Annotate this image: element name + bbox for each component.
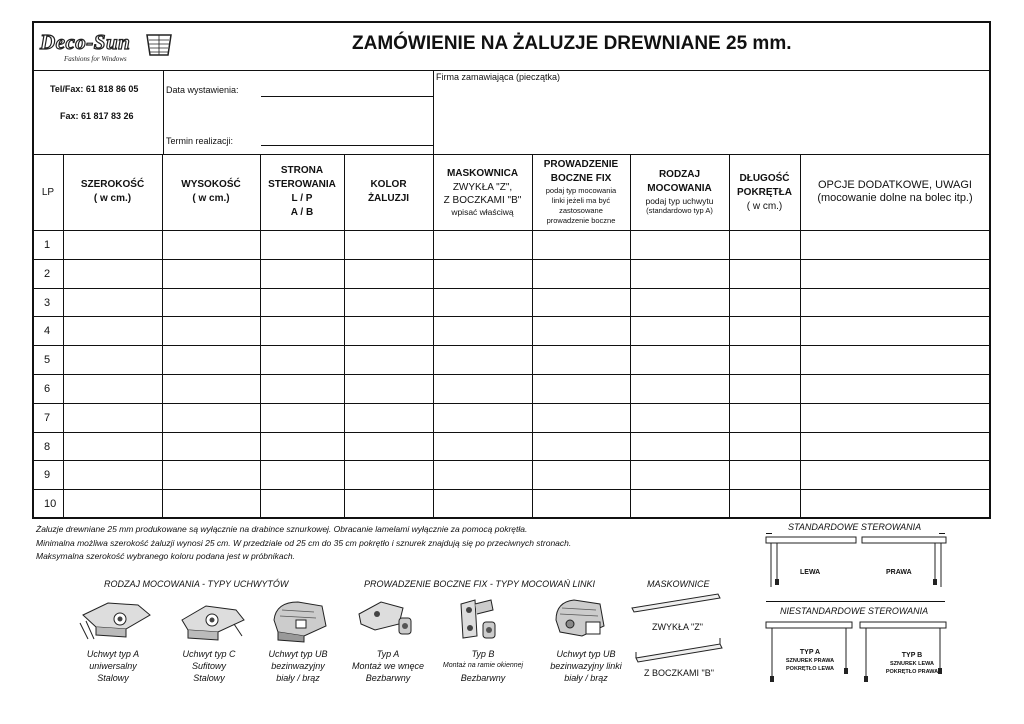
fax: Fax: 61 817 83 26 xyxy=(60,111,134,121)
mount-types-title: RODZAJ MOCOWANIA - TYPY UCHWYTÓW xyxy=(104,579,289,589)
valance-b-icon xyxy=(634,638,726,664)
row-number: 4 xyxy=(44,325,51,337)
row-number: 3 xyxy=(44,297,51,309)
col-height: WYSOKOŚĆ ( w cm.) xyxy=(181,179,241,204)
col-options: OPCJE DODATKOWE, UWAGI (mocowanie dolne na bolec itp.) xyxy=(817,179,973,204)
control-left: LEWA xyxy=(800,569,821,576)
row-divider xyxy=(33,403,990,404)
row-divider xyxy=(33,316,990,317)
row-divider xyxy=(33,374,990,375)
note-2: Minimalna możliwa szerokość żaluzji wynosi 25 cm. W przedziale od 25 cm do 35 cm pokrętło i sznurek znajdują się po przeciwnych stronach. xyxy=(36,538,572,548)
bracket-c-icon xyxy=(178,594,248,642)
standard-controls-diagram xyxy=(766,535,946,595)
control-right: PRAWA xyxy=(886,569,912,576)
page-title: ZAMÓWIENIE NA ŻALUZJE DREWNIANE 25 mm. xyxy=(352,33,792,54)
company-divider xyxy=(433,70,434,154)
row-divider xyxy=(33,489,990,490)
valance-z-icon xyxy=(630,590,722,616)
fix-type-b-icon xyxy=(455,596,507,644)
row-number: 7 xyxy=(44,412,51,424)
col-wand-length: DŁUGOŚĆ POKRĘTŁA ( w cm.) xyxy=(737,172,792,212)
brand-name: Deco-Sun xyxy=(40,30,131,54)
deadline-line xyxy=(261,145,433,146)
row-divider xyxy=(33,432,990,433)
fix-type-a-icon xyxy=(355,596,419,640)
product-caption: Uchwyt typ UB bezinwazyjny biały / brąz xyxy=(268,649,328,683)
bracket-a-icon xyxy=(78,593,156,643)
col-valance: MASKOWNICA ZWYKŁA "Z", Z BOCZKAMI "B" wpisać właściwą xyxy=(443,168,522,217)
row-number: 5 xyxy=(44,354,51,366)
fix-types-title: PROWADZENIE BOCZNE FIX - TYPY MOCOWAŃ LINKI xyxy=(364,579,596,589)
row-number: 2 xyxy=(44,268,51,280)
date-label: Data wystawienia: xyxy=(166,85,239,95)
bracket-ub-icon xyxy=(268,596,332,644)
col-width: SZEROKOŚĆ ( w cm.) xyxy=(80,179,145,204)
row-number: 9 xyxy=(44,469,51,481)
company-label: Firma zamawiająca (pieczątka) xyxy=(436,72,561,82)
row-number: 10 xyxy=(44,498,57,510)
contact-divider xyxy=(163,70,164,154)
product-caption: Typ A Montaż we wnęce Bezbarwny xyxy=(351,649,425,683)
nonstandard-controls-title: NIESTANDARDOWE STEROWANIA xyxy=(780,606,929,616)
control-type-b: TYP B SZNUREK LEWA POKRĘTŁO PRAWA xyxy=(885,652,939,675)
col-side-guide: PROWADZENIE BOCZNE FIX podaj typ mocowania linki jeżeli ma być zastosowane prowadzenie boczne xyxy=(543,159,619,225)
note-1: Żaluzje drewniane 25 mm produkowane są wyłącznie na drabince sznurkowej. Obracanie lamelami wyłącznie za pomocą pokrętła. xyxy=(36,524,528,534)
deadline-label: Termin realizacji: xyxy=(166,136,234,146)
control-type-a: TYP A SZNUREK PRAWA POKRĘTŁO LEWA xyxy=(785,649,835,672)
fix-ub-icon xyxy=(552,594,610,644)
row-number: 6 xyxy=(44,383,51,395)
product-caption: Uchwyt typ UB bezinwazyjny linki biały / brąz xyxy=(550,649,622,683)
col-color: KOLOR ŻALUZJI xyxy=(367,179,410,204)
header-divider xyxy=(33,70,990,71)
valance-b-label: Z BOCZKAMI "B" xyxy=(644,668,714,678)
row-divider xyxy=(33,345,990,346)
blind-logo-icon xyxy=(144,32,174,58)
table-header-bottom xyxy=(33,230,990,231)
row-number: 8 xyxy=(44,441,51,453)
product-caption: Uchwyt typ C Sufitowy Stalowy xyxy=(182,649,236,683)
order-form-frame xyxy=(32,21,991,519)
row-number: 1 xyxy=(44,239,51,251)
brand-tagline: Fashions for Windows xyxy=(64,55,127,63)
product-caption: Typ B Montaż na ramie okiennej Bezbarwny xyxy=(442,649,524,683)
standard-controls-title: STANDARDOWE STEROWANIA xyxy=(788,522,922,532)
note-3: Maksymalna szerokość wybranego koloru podana jest w próbnikach. xyxy=(36,551,295,561)
row-divider xyxy=(33,460,990,461)
tel-fax: Tel/Fax: 61 818 86 05 xyxy=(50,84,139,94)
valances-title: MASKOWNICE xyxy=(647,579,710,589)
col-mount-type: RODZAJ MOCOWANIA podaj typ uchwytu (standardowo typ A) xyxy=(645,169,714,215)
product-caption: Uchwyt typ A uniwersalny Stalowy xyxy=(86,649,140,683)
row-divider xyxy=(33,259,990,260)
valance-z-label: ZWYKŁA "Z" xyxy=(652,622,703,632)
col-control-side: STRONA STEROWANIA L / P A / B xyxy=(268,165,336,218)
brand-logo xyxy=(40,30,175,66)
col-lp: LP xyxy=(41,186,55,198)
row-divider xyxy=(33,288,990,289)
date-line xyxy=(261,96,433,97)
